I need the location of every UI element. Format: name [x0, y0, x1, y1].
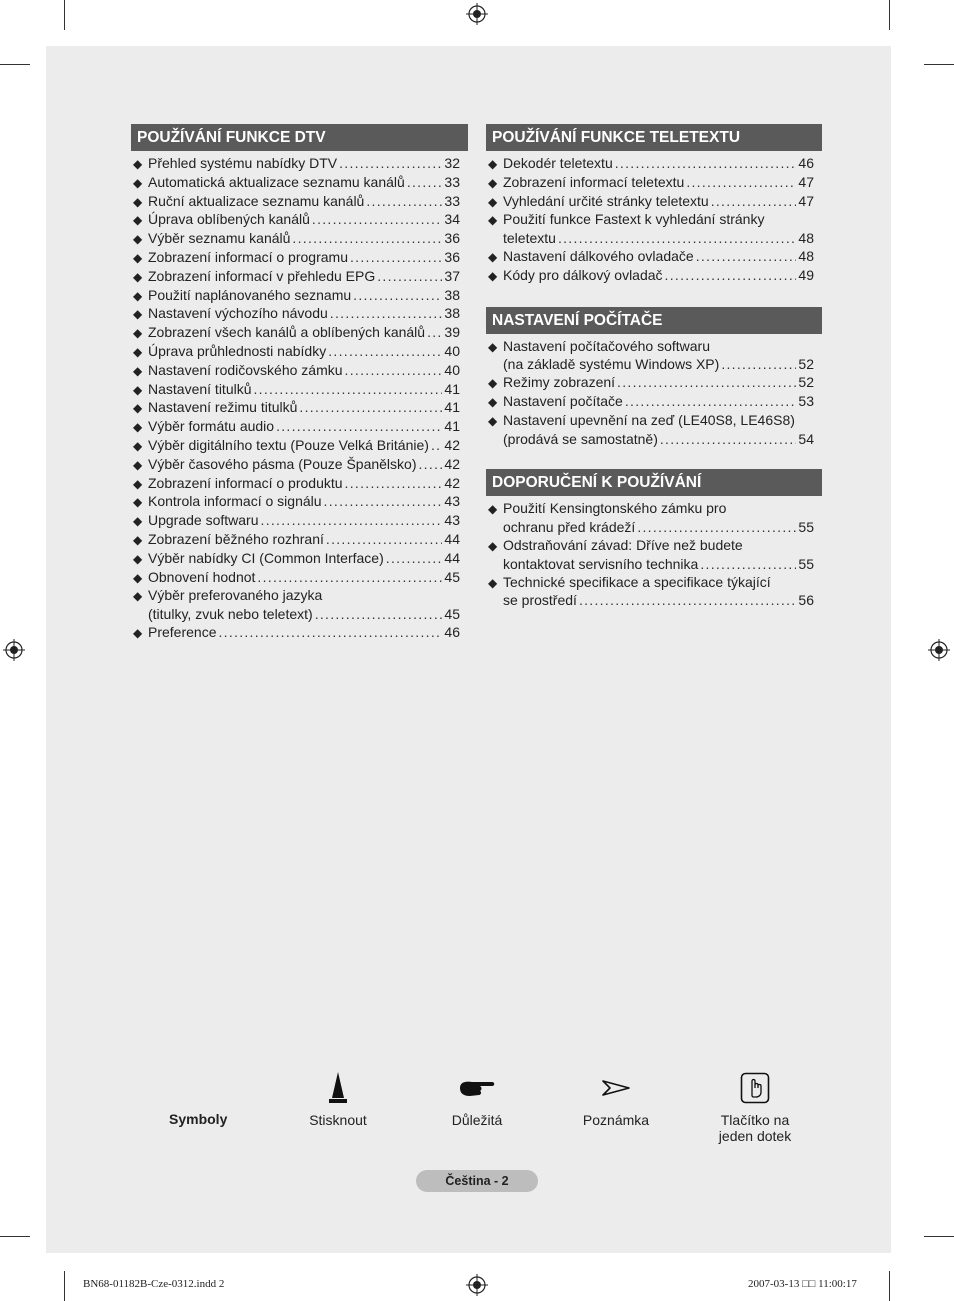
toc-list — [131, 155, 468, 643]
print-date-slug: 2007-03-13 □□ 11:00:17 — [748, 1278, 857, 1290]
toc-entry-title: Zobrazení informací o produktu — [148, 474, 343, 491]
dot-leader — [328, 343, 442, 361]
dot-leader — [418, 456, 442, 474]
toc-entry-title: Výběr nabídky CI (Common Interface) — [148, 549, 384, 566]
toc-entry-title: Nastavení počítačového softwaru — [503, 337, 711, 354]
diamond-bullet-icon: ◆ — [133, 382, 143, 397]
toc-entry[interactable] — [133, 624, 460, 643]
toc-entry-title: Automatická aktualizace seznamu kanálů — [148, 173, 405, 190]
toc-entry[interactable] — [133, 193, 460, 212]
toc-page-number: 37 — [444, 267, 460, 284]
toc-entry-title: Nastavení režimu titulků — [148, 399, 298, 416]
toc-entry[interactable] — [133, 550, 460, 569]
diamond-bullet-icon: ◆ — [488, 339, 498, 354]
toc-entry-title: Výběr seznamu kanálů — [148, 230, 291, 247]
toc-entry[interactable] — [488, 574, 814, 611]
crop-mark — [924, 64, 954, 65]
diamond-bullet-icon: ◆ — [133, 326, 143, 341]
symbol-label: Poznámka — [582, 1112, 650, 1128]
toc-page-number: 48 — [798, 247, 814, 264]
one-touch-button-icon — [740, 1072, 770, 1104]
toc-page-number: 32 — [444, 155, 460, 171]
diamond-bullet-icon: ◆ — [133, 495, 143, 510]
toc-entry[interactable] — [133, 305, 460, 324]
toc-entry-title: Kódy pro dálkový ovladač — [503, 266, 663, 283]
toc-page-number: 54 — [798, 430, 814, 447]
dot-leader — [386, 550, 443, 568]
toc-page-number: 44 — [444, 549, 460, 566]
dot-leader — [254, 381, 443, 399]
dot-leader — [431, 437, 442, 455]
toc-page-number: 44 — [444, 530, 460, 547]
toc-page-number: 46 — [798, 155, 814, 171]
crop-mark — [64, 1271, 65, 1301]
page-number-badge: Čeština - 2 — [416, 1170, 538, 1192]
toc-entry[interactable] — [133, 155, 460, 174]
dot-leader — [345, 362, 443, 380]
toc-page-number: 47 — [798, 173, 814, 190]
symbol-important — [407, 1070, 547, 1128]
toc-entry-title: Vyhledání určité stránky teletextu — [503, 192, 709, 209]
toc-entry-title: Zobrazení všech kanálů a oblíbených kanálů — [148, 324, 426, 341]
dot-leader — [299, 399, 442, 417]
toc-column-right — [486, 124, 822, 631]
diamond-bullet-icon: ◆ — [133, 476, 143, 491]
toc-page-number: 42 — [444, 436, 460, 453]
toc-page-number: 42 — [444, 455, 460, 472]
crop-mark — [889, 1271, 890, 1301]
toc-page-number: 55 — [798, 519, 814, 536]
dot-leader — [276, 418, 442, 436]
toc-entry-title: Nastavení dálkového ovladače — [503, 247, 694, 264]
toc-entry[interactable] — [488, 393, 814, 412]
diamond-bullet-icon: ◆ — [133, 157, 143, 171]
diamond-bullet-icon: ◆ — [488, 502, 498, 517]
dot-leader — [558, 230, 796, 248]
pointing-hand-icon — [458, 1077, 496, 1099]
dot-leader — [617, 374, 796, 392]
toc-entry[interactable] — [133, 399, 460, 418]
press-icon — [328, 1070, 348, 1106]
section-heading: POUŽÍVÁNÍ FUNKCE TELETEXTU — [486, 124, 822, 151]
toc-entry-title: (titulky, zvuk nebo teletext) — [148, 606, 313, 623]
dot-leader — [324, 493, 443, 511]
dot-leader — [350, 249, 442, 267]
toc-page-number: 41 — [444, 380, 460, 397]
registration-mark-icon — [3, 639, 25, 661]
toc-entry[interactable] — [488, 248, 814, 267]
toc-entry[interactable] — [133, 569, 460, 588]
crop-mark — [924, 1236, 954, 1237]
toc-entry[interactable] — [133, 512, 460, 531]
dot-leader — [711, 193, 797, 211]
dot-leader — [427, 324, 442, 342]
diamond-bullet-icon: ◆ — [133, 213, 143, 228]
diamond-bullet-icon: ◆ — [488, 194, 498, 209]
toc-entry[interactable] — [133, 249, 460, 268]
section-heading: NASTAVENÍ POČÍTAČE — [486, 307, 822, 334]
toc-entry-title: Nastavení titulků — [148, 380, 252, 397]
diamond-bullet-icon: ◆ — [488, 394, 498, 409]
dot-leader — [330, 305, 443, 323]
dot-leader — [345, 475, 443, 493]
dot-leader — [312, 211, 443, 229]
diamond-bullet-icon: ◆ — [133, 194, 143, 209]
toc-entry[interactable] — [488, 211, 814, 248]
toc-entry-title: Zobrazení informací v přehledu EPG — [148, 267, 376, 284]
toc-entry-title: Zobrazení informací o programu — [148, 248, 348, 265]
diamond-bullet-icon: ◆ — [133, 420, 143, 435]
toc-entry[interactable] — [133, 362, 460, 381]
dot-leader — [686, 174, 796, 192]
diamond-bullet-icon: ◆ — [488, 157, 498, 171]
registration-mark-icon — [466, 3, 488, 25]
diamond-bullet-icon: ◆ — [488, 213, 498, 228]
toc-page-number: 41 — [444, 418, 460, 435]
toc-page-number: 42 — [444, 474, 460, 491]
toc-section — [486, 469, 822, 610]
toc-page-number: 38 — [444, 305, 460, 322]
toc-entry-title: Ruční aktualizace seznamu kanálů — [148, 192, 365, 209]
toc-entry[interactable] — [133, 493, 460, 512]
toc-page-number: 34 — [444, 211, 460, 228]
crop-mark — [0, 64, 30, 65]
dot-leader — [407, 174, 443, 192]
toc-page-number: 41 — [444, 399, 460, 416]
toc-entry[interactable] — [133, 287, 460, 306]
toc-entry-title: Nastavení počítače — [503, 392, 623, 409]
toc-entry[interactable] — [133, 475, 460, 494]
dot-leader — [339, 155, 442, 173]
dot-leader — [625, 393, 797, 411]
toc-entry[interactable] — [488, 338, 814, 375]
section-heading: POUŽÍVÁNÍ FUNKCE DTV — [131, 124, 468, 151]
toc-entry-title: Preference — [148, 623, 217, 640]
toc-entry-title: Nastavení upevnění na zeď (LE40S8, LE46S8) — [503, 411, 795, 428]
toc-entry[interactable] — [488, 537, 814, 574]
dot-leader — [353, 287, 442, 305]
toc-page-number: 47 — [798, 192, 814, 209]
toc-entry-title: Úprava oblíbených kanálů — [148, 211, 310, 228]
toc-entry[interactable] — [488, 193, 814, 212]
toc-entry[interactable] — [488, 267, 814, 286]
toc-page-number: 36 — [444, 248, 460, 265]
dot-leader — [696, 248, 797, 266]
toc-entry[interactable] — [488, 374, 814, 393]
toc-page-number: 53 — [798, 392, 814, 409]
diamond-bullet-icon: ◆ — [133, 175, 143, 190]
toc-page-number: 39 — [444, 324, 460, 341]
toc-entry[interactable] — [133, 456, 460, 475]
dot-leader — [366, 193, 442, 211]
symbol-one-touch — [685, 1070, 825, 1144]
diamond-bullet-icon: ◆ — [133, 288, 143, 303]
dot-leader — [257, 569, 442, 587]
toc-entry-title: Použití funkce Fastext k vyhledání stránky — [503, 211, 765, 228]
diamond-bullet-icon: ◆ — [133, 401, 143, 416]
diamond-bullet-icon: ◆ — [133, 457, 143, 472]
toc-entry-title: Technické specifikace a specifikace týkající — [503, 573, 771, 590]
toc-entry-title: Výběr formátu audio — [148, 418, 275, 435]
dot-leader — [721, 356, 796, 374]
diamond-bullet-icon: ◆ — [133, 532, 143, 547]
diamond-bullet-icon: ◆ — [488, 268, 498, 283]
toc-page-number: 33 — [444, 192, 460, 209]
diamond-bullet-icon: ◆ — [133, 625, 143, 640]
toc-entry[interactable] — [133, 531, 460, 550]
toc-entry-title: Výběr preferovaného jazyka — [148, 587, 323, 604]
toc-section — [486, 124, 822, 286]
toc-page-number: 33 — [444, 173, 460, 190]
dot-leader — [292, 230, 442, 248]
section-heading: DOPORUČENÍ K POUŽÍVÁNÍ — [486, 469, 822, 496]
diamond-bullet-icon: ◆ — [488, 376, 498, 391]
toc-entry-title: Použití Kensingtonského zámku pro — [503, 500, 727, 517]
toc-page-number: 48 — [798, 230, 814, 247]
toc-entry[interactable] — [133, 437, 460, 456]
diamond-bullet-icon: ◆ — [133, 307, 143, 322]
diamond-bullet-icon: ◆ — [488, 413, 498, 428]
diamond-bullet-icon: ◆ — [133, 344, 143, 359]
toc-page-number: 45 — [444, 606, 460, 623]
symbol-label: Tlačítko na jeden dotek — [718, 1112, 792, 1144]
toc-entry-title: Zobrazení běžného rozhraní — [148, 530, 324, 547]
registration-mark-icon — [466, 1274, 488, 1296]
toc-entry-title: Zobrazení informací teletextu — [503, 173, 685, 190]
symbol-press — [268, 1070, 408, 1128]
dot-leader — [660, 431, 797, 449]
crop-mark — [64, 0, 65, 30]
toc-list — [486, 155, 822, 286]
print-file-slug: BN68-01182B-Cze-0312.indd 2 — [83, 1278, 225, 1290]
toc-entry-title: Nastavení rodičovského zámku — [148, 361, 343, 378]
symbol-note — [546, 1070, 686, 1128]
toc-section — [486, 307, 822, 449]
toc-column-left — [131, 124, 468, 664]
toc-entry[interactable] — [133, 343, 460, 362]
toc-entry[interactable] — [133, 381, 460, 400]
toc-page-number: 45 — [444, 568, 460, 585]
dot-leader — [700, 556, 796, 574]
toc-entry-title: Nastavení výchozího návodu — [148, 305, 328, 322]
diamond-bullet-icon: ◆ — [133, 570, 143, 585]
toc-entry-title: Kontrola informací o signálu — [148, 493, 322, 510]
toc-page-number: 36 — [444, 230, 460, 247]
toc-entry-title: teletextu — [503, 230, 556, 247]
dot-leader — [218, 624, 442, 642]
toc-list — [486, 338, 822, 449]
toc-page-number: 55 — [798, 555, 814, 572]
dot-leader — [637, 519, 796, 537]
toc-entry-title: Dekodér teletextu — [503, 155, 613, 171]
toc-entry-title: ochranu před krádeží — [503, 519, 636, 536]
toc-page-number: 38 — [444, 286, 460, 303]
toc-entry-title: Přehled systému nabídky DTV — [148, 155, 338, 171]
toc-page-number: 46 — [444, 623, 460, 640]
dot-leader — [579, 592, 796, 610]
toc-entry[interactable] — [488, 412, 814, 449]
dot-leader — [665, 267, 797, 285]
toc-entry[interactable] — [488, 155, 814, 174]
dot-leader — [315, 606, 443, 624]
symbol-label: Důležitá — [451, 1112, 503, 1128]
toc-page-number: 40 — [444, 361, 460, 378]
toc-entry-title: kontaktovat servisního technika — [503, 555, 699, 572]
toc-entry-title: Režimy zobrazení — [503, 374, 616, 391]
toc-entry[interactable] — [488, 174, 814, 193]
diamond-bullet-icon: ◆ — [133, 551, 143, 566]
toc-entry[interactable] — [133, 174, 460, 193]
dot-leader — [261, 512, 443, 530]
toc-page-number: 43 — [444, 493, 460, 510]
diamond-bullet-icon: ◆ — [133, 589, 143, 604]
diamond-bullet-icon: ◆ — [133, 363, 143, 378]
diamond-bullet-icon: ◆ — [133, 232, 143, 247]
crop-mark — [0, 1236, 30, 1237]
toc-entry-title: Použití naplánovaného seznamu — [148, 286, 352, 303]
dot-leader — [326, 531, 443, 549]
symbols-heading: Symboly — [169, 1111, 228, 1127]
toc-list — [486, 500, 822, 610]
diamond-bullet-icon: ◆ — [133, 514, 143, 529]
toc-entry-title: Úprava průhlednosti nabídky — [148, 342, 327, 359]
toc-entry[interactable] — [133, 268, 460, 287]
toc-entry-title: Výběr digitálního textu (Pouze Velká Británie) — [148, 436, 429, 453]
diamond-bullet-icon: ◆ — [133, 438, 143, 453]
toc-entry-title: Obnovení hodnot — [148, 568, 256, 585]
toc-page-number: 40 — [444, 342, 460, 359]
note-arrow-icon — [601, 1079, 631, 1097]
registration-mark-icon — [928, 639, 950, 661]
toc-page-number: 52 — [798, 374, 814, 391]
toc-page-number: 56 — [798, 592, 814, 609]
toc-section — [131, 124, 468, 643]
toc-page-number: 49 — [798, 266, 814, 283]
toc-entry-title: Výběr časového pásma (Pouze Španělsko) — [148, 455, 417, 472]
diamond-bullet-icon: ◆ — [488, 575, 498, 590]
diamond-bullet-icon: ◆ — [488, 249, 498, 264]
toc-entry[interactable] — [133, 587, 460, 624]
toc-entry[interactable] — [133, 230, 460, 249]
crop-mark — [889, 0, 890, 30]
toc-entry[interactable] — [133, 324, 460, 343]
toc-page-number: 43 — [444, 512, 460, 529]
symbol-label: Stisknout — [309, 1112, 367, 1128]
toc-entry-title: se prostředí — [503, 592, 577, 609]
diamond-bullet-icon: ◆ — [133, 250, 143, 265]
toc-entry[interactable] — [133, 211, 460, 230]
toc-page-number: 52 — [798, 356, 814, 373]
diamond-bullet-icon: ◆ — [488, 175, 498, 190]
dot-leader — [377, 268, 442, 286]
diamond-bullet-icon: ◆ — [488, 538, 498, 553]
dot-leader — [615, 155, 797, 173]
toc-entry[interactable] — [133, 418, 460, 437]
toc-entry[interactable] — [488, 500, 814, 537]
toc-entry-title: Upgrade softwaru — [148, 512, 259, 529]
toc-entry-title: (na základě systému Windows XP) — [503, 356, 720, 373]
diamond-bullet-icon: ◆ — [133, 269, 143, 284]
toc-entry-title: Odstraňování závad: Dříve než budete — [503, 536, 743, 553]
toc-entry-title: (prodává se samostatně) — [503, 430, 658, 447]
